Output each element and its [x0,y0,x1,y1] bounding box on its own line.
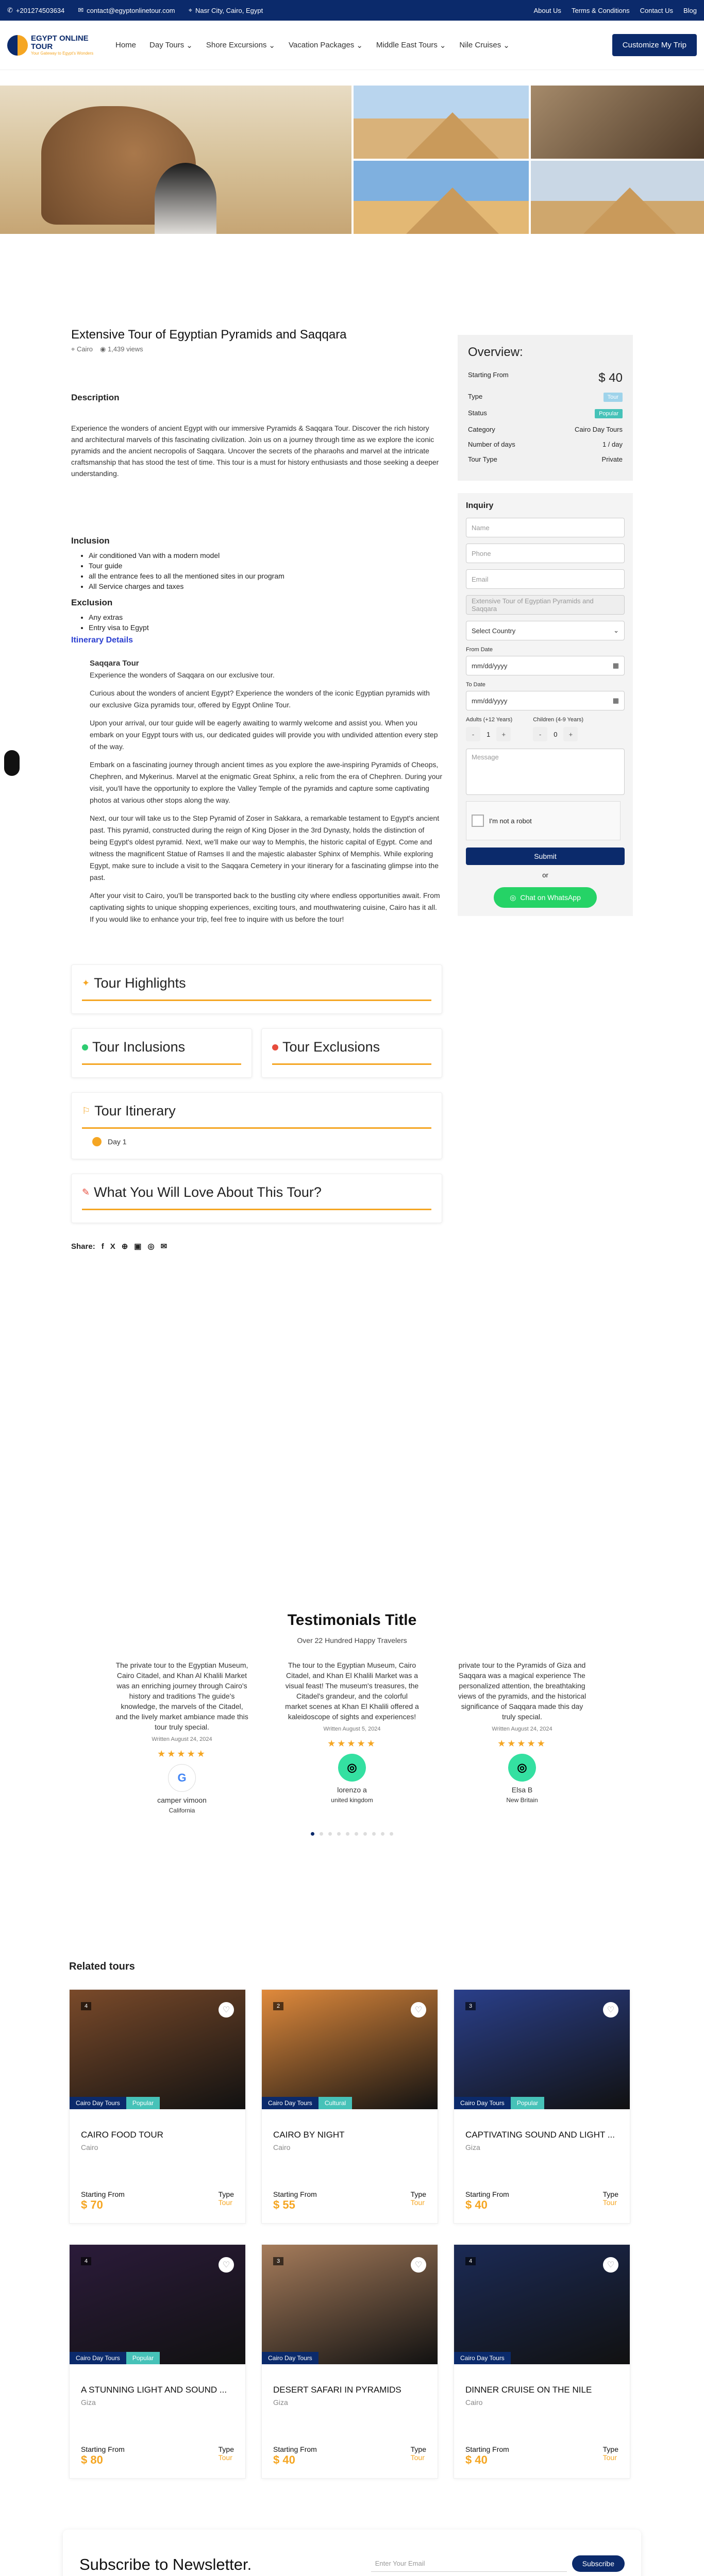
tour-card[interactable] [454,2244,630,2479]
tripadvisor-icon: ◎ [508,1754,536,1782]
x-twitter-icon[interactable]: X [110,1242,115,1251]
review-date: Written August 5, 2024 [323,1726,381,1732]
topbar-about[interactable]: About Us [533,6,561,14]
testimonials-title: Testimonials Title [287,1612,417,1629]
list-item: • Tour guide [89,561,442,571]
topbar-address: ⌖ Nasr City, Cairo, Egypt [188,6,263,14]
photo-count-badge: 4 [81,2002,91,2010]
ov-value: Cairo Day Tours [575,426,623,433]
related-title: Related tours [69,1961,135,1972]
logo-tagline: Your Gateway to Egypt's Wonders [31,51,94,56]
tour-card-image[interactable] [70,2245,245,2364]
phone-input[interactable]: Phone [466,544,625,563]
children-label: Children (4-9 Years) [533,717,584,723]
pagination-dot[interactable] [390,1832,393,1836]
review-date: Written August 24, 2024 [152,1736,212,1742]
select-value: Select Country [472,626,516,635]
itin-para: After your visit to Cairo, you'll be transported back to the bustling city where endless opportunities await. From captivating sights to unique shopping experiences, exciting tours, and mouthwatering cuisine, Cairo has it all. If you would like to enhance your trip, feel free to inquire with us before the tour! [90,891,440,923]
tour-card-image[interactable] [262,2245,438,2364]
tour-card-title[interactable]: CAIRO FOOD TOUR [81,2130,163,2140]
tour-card-price: $ 40 [465,2198,488,2211]
whatsapp-icon: ◎ [510,893,516,902]
menu-label: Vacation Packages [289,41,355,49]
topbar-phone[interactable]: ✆ +201274503634 [7,6,65,14]
category-tag: Cairo Day Tours [70,2352,126,2364]
wa-label: Chat on WhatsApp [520,893,581,902]
testimonials-subtitle: Over 22 Hundred Happy Travelers [297,1636,407,1645]
description-heading: Description [71,393,120,402]
message-input[interactable]: Message [466,749,625,795]
minus-button[interactable]: - [466,727,480,741]
overview-row [468,371,623,385]
topbar-contact[interactable]: Contact Us [640,6,673,14]
pagination-dot[interactable] [372,1832,376,1836]
newsletter-title: Subscribe to Newsletter. [79,2555,252,2573]
inclusion-heading: Inclusion [71,536,110,546]
itinerary-text [90,657,442,925]
review-text: The tour to the Egyptian Museum, Cairo Citadel, and Khan El Khalili Market was a visual feast! The museum's treasures, the Citadel's grandeur, and the colorful market scenes at Khan El Khalili offered a kaleidoscope of sights and experiences! [285,1661,419,1721]
whatsapp-chat-button[interactable] [494,887,597,908]
type-badge: Tour [604,393,623,402]
phone-text: +201274503634 [15,6,65,14]
tour-card-location: Cairo [465,2398,483,2406]
chevron-down-icon: ⌄ [439,41,446,50]
day-label: Day 1 [108,1138,127,1146]
to-date-input[interactable] [466,691,625,710]
menu-home[interactable]: Home [115,41,137,49]
calendar-icon: ▦ [612,697,619,704]
menu-label: Middle East Tours [376,41,438,49]
logo-text: EGYPT ONLINE [31,34,89,43]
overview-row [468,409,623,418]
tour-card-image[interactable] [454,2245,630,2364]
gallery-photo[interactable] [531,86,704,159]
share-label: Share: [71,1242,95,1251]
topbar [0,0,704,21]
star-rating: ★★★★★ [327,1738,377,1749]
inclusions-card[interactable] [71,1028,252,1078]
photo-count-badge: 4 [81,2257,91,2265]
photo-count-badge: 3 [465,2002,476,2010]
overview-row [468,440,623,448]
check-icon [82,1044,88,1050]
address-text: Nasr City, Cairo, Egypt [195,6,263,14]
review-text: private tour to the Pyramids of Giza and Saqqara was a magical experience The personalized attention, the breathtaking views of the pyramids, and the historical significance of Saqqara made this day truly special. [458,1661,586,1721]
starting-label: Starting From [273,2445,317,2453]
tour-name-input: Extensive Tour of Egyptian Pyramids and Saqqara [466,595,625,615]
tour-card-type: Tour [602,2198,617,2207]
starting-label: Starting From [81,2190,125,2198]
itin-para: Next, our tour will take us to the Step Pyramid of Zoser in Sakkara, a remarkable testament to Egypt's ancient past. This pyramid, constructed during the reign of King Djoser in the 3rd Dynasty, holds the distinction of being Egypt's oldest pyramid. Next, we'll make our way to Memphis, the historic capital of Egypt. Come and witness the magnificent Statue of Ramses II and the majestic alabaster Sphinx of Memphis. While exploring Egypt, make sure to include a visit to the Saqqara Cemetery in your itinerary for a fascinating glimpse into the past. [90,814,440,882]
status-tag: Popular [126,2352,160,2364]
ov-key: Number of days [468,440,515,448]
exclusions-card[interactable] [261,1028,442,1078]
from-date-input[interactable] [466,656,625,675]
customize-trip-button[interactable]: Customize My Trip [612,34,697,56]
tour-card-title[interactable]: DINNER CRUISE ON THE NILE [465,2385,592,2395]
reviewer-location: united kingdom [331,1797,373,1804]
category-tag: Cairo Day Tours [454,2352,511,2364]
testimonials-section [0,1612,704,1836]
type-label: Type [218,2190,234,2198]
topbar-blog[interactable]: Blog [683,6,697,14]
overview-title: Overview: [468,345,523,359]
date-placeholder: mm/dd/yyyy [472,697,508,705]
ov-key: Starting From [468,371,509,379]
ov-value: 1 / day [602,440,623,448]
topbar-email[interactable]: ✉ contact@egyptonlinetour.com [78,6,175,14]
menu-vacation-packages[interactable] [289,41,363,50]
star-rating: ★★★★★ [157,1749,207,1759]
type-label: Type [218,2445,234,2453]
tour-views: 1,439 views [107,345,143,353]
itin-para: Experience the wonders of Saqqara on our exclusive tour. [90,671,275,679]
tour-card-title[interactable]: A STUNNING LIGHT AND SOUND ... [81,2385,227,2395]
email-icon[interactable]: ✉ [160,1242,167,1251]
tour-card-type: Tour [410,2453,425,2462]
sidebar [458,335,633,916]
menu-nile-cruises[interactable] [459,41,509,50]
reviewer-name: lorenzo a [337,1786,367,1794]
type-label: Type [602,2190,618,2198]
recaptcha[interactable] [466,801,621,840]
category-tag: Cairo Day Tours [70,2097,126,2109]
chevron-down-icon: ⌄ [613,626,619,634]
tour-card-image[interactable] [262,1990,438,2109]
itinerary-card[interactable] [71,1092,442,1159]
ov-key: Tour Type [468,455,497,463]
pinterest-icon[interactable]: ⊕ [121,1242,128,1251]
pagination-dot[interactable] [328,1832,332,1836]
adults-stepper [466,727,512,741]
menu-label: Shore Excursions [206,41,267,49]
photo-count-badge: 3 [273,2257,283,2265]
list-item: • Entry visa to Egypt [89,622,442,633]
location-pin-icon: ⌖ Cairo [71,345,93,353]
list-item: • Air conditioned Van with a modern model [89,550,442,561]
newsletter-email-input[interactable]: Enter Your Email [371,2555,567,2572]
category-tag: Cairo Day Tours [262,2097,319,2109]
list-item: • Any extras [89,612,442,622]
tour-card[interactable] [454,1989,630,2224]
overview-box [458,335,633,481]
linkedin-icon[interactable]: ▣ [134,1242,142,1251]
tour-card[interactable] [69,1989,246,2224]
exclusion-heading: Exclusion [71,598,113,607]
eye-icon: ◉ 1,439 views [100,345,143,353]
inclusion-list [89,550,442,591]
pagination-dot[interactable] [320,1832,323,1836]
route-icon: ⚐ [82,1106,91,1116]
type-label: Type [602,2445,618,2453]
itin-para: Upon your arrival, our tour guide will be eagerly awaiting to warmly welcome and assist you. When you embark on your Egypt tours with us, our dedicated guides will provide you with undivided attention every step of the way. [90,719,438,751]
site-logo[interactable] [7,35,100,56]
starting-label: Starting From [81,2445,125,2453]
date-placeholder: mm/dd/yyyy [472,662,508,670]
overview-row [468,455,623,463]
itin-para: Embark on a fascinating journey through ancient times as you explore the awe-inspiring Pyramids of Cheops, Chephren, and Mykerinus. Marvel at the enigmatic Great Sphinx, a relic from the era of Chephren. During your visit, you'll have the opportunity to explore the Valley Temple of the pyramids and capture some captivating photos at various other stops along the way. [90,760,442,804]
tour-card-type: Tour [218,2453,232,2462]
tour-card-location: Cairo [273,2143,291,2151]
ov-key: Status [468,409,487,417]
whatsapp-icon[interactable]: ◎ [147,1242,155,1251]
x-icon [272,1044,278,1050]
card-title: Tour Inclusions [92,1039,186,1055]
inquiry-form [458,493,633,916]
pagination-dot[interactable] [337,1832,341,1836]
gallery-photo[interactable] [354,161,529,234]
logo-text2: TOUR [31,42,53,51]
tour-card-title[interactable]: CAPTIVATING SOUND AND LIGHT ... [465,2130,615,2140]
minus-button[interactable]: - [533,727,547,741]
tour-card[interactable] [261,1989,438,2224]
review-text: The private tour to the Egyptian Museum, Cairo Citadel, and Khan Al Khalili Market was an enriching journey through Cairo's history and traditions The guide's knowledge, the marvels of the Citadel, and the lively market ambiance made this tour truly special. [115,1661,248,1731]
overview-row [468,426,623,433]
heart-icon[interactable]: ♡ [219,2257,234,2273]
tour-card-price: $ 80 [81,2453,103,2466]
theme-toggle[interactable] [4,750,20,776]
card-title: What You Will Love About This Tour? [94,1184,322,1200]
ov-value: Private [601,455,623,463]
email-input[interactable]: Email [466,569,625,589]
children-value: 0 [554,730,558,738]
review-card [285,1660,419,1816]
tour-card-image[interactable] [70,1990,245,2109]
or-text: or [542,871,548,879]
menu-shore-excursions[interactable] [206,41,275,50]
photo-count-badge: 2 [273,2002,283,2010]
children-stepper [533,727,583,741]
list-item: • All Service charges and taxes [89,581,442,591]
status-tag: Popular [511,2097,544,2109]
day-icon [92,1137,102,1146]
share-bar [71,1242,442,1251]
starting-label: Starting From [465,2445,509,2453]
tour-card-type: Tour [602,2453,617,2462]
star-rating: ★★★★★ [497,1738,547,1749]
tour-title: Extensive Tour of Egyptian Pyramids and Saqqara [71,328,347,342]
tour-card-price: $ 70 [81,2198,103,2211]
photo-count-badge: 4 [465,2257,476,2265]
ov-price: $ 40 [598,371,623,385]
carousel-pagination [0,1832,704,1836]
related-tours [69,1961,636,2479]
reviewer-name: Elsa B [511,1786,533,1794]
plus-button[interactable]: + [496,727,511,741]
plus-button[interactable]: + [563,727,578,741]
category-tag: Cairo Day Tours [262,2352,319,2364]
itin-title: Saqqara Tour [90,659,139,668]
recaptcha-label: I'm not a robot [489,817,532,825]
menu-day-tours[interactable] [149,41,193,50]
tour-content [71,234,442,1251]
heart-icon[interactable]: ♡ [603,2002,618,2018]
tour-card-title[interactable]: DESERT SAFARI IN PYRAMIDS [273,2385,401,2395]
type-label: Type [410,2445,426,2453]
card-title: Tour Itinerary [94,1103,176,1118]
exclusion-list [89,612,442,633]
card-title: Tour Highlights [94,975,186,991]
menu-label: Nile Cruises [459,41,501,49]
type-label: Type [410,2190,426,2198]
logo-mark [7,35,28,56]
itinerary-details-link[interactable]: Itinerary Details [71,636,133,645]
recaptcha-checkbox[interactable] [472,815,484,827]
reviewer-location: New Britain [506,1797,538,1804]
menu-label: Day Tours [149,41,185,49]
tripadvisor-icon: ◎ [338,1754,366,1782]
tour-card-price: $ 40 [465,2453,488,2466]
submit-button[interactable]: Submit [466,848,625,865]
wand-icon: ✎ [82,1187,90,1197]
tour-card-location: Giza [81,2398,96,2406]
newsletter-box [63,2530,641,2576]
list-item: • all the entrance fees to all the mentioned sites in our program [89,571,442,581]
status-badge: Popular [595,409,623,418]
pagination-dot[interactable] [355,1832,358,1836]
facebook-icon[interactable]: f [101,1242,104,1251]
adults-label: Adults (+12 Years) [466,717,513,723]
country-select[interactable] [466,621,625,640]
adults-value: 1 [487,730,491,738]
guests-row [466,717,625,749]
subscribe-button[interactable]: Subscribe [572,2555,625,2572]
review-card [455,1660,589,1816]
ov-key: Type [468,393,483,400]
tour-card[interactable] [69,2244,246,2479]
card-title: Tour Exclusions [282,1039,380,1055]
category-tag: Cairo Day Tours [454,2097,511,2109]
pagination-dot[interactable] [363,1832,367,1836]
review-card [115,1660,249,1816]
pagination-dot[interactable] [381,1832,384,1836]
chevron-down-icon: ⌄ [356,41,363,50]
email-text: contact@egyptonlinetour.com [87,6,175,14]
love-card[interactable] [71,1174,442,1223]
heart-icon[interactable]: ♡ [411,2257,426,2273]
overview-row [468,393,623,402]
review-date: Written August 24, 2024 [492,1726,552,1732]
ov-key: Category [468,426,495,433]
pagination-dot[interactable] [311,1832,314,1836]
tour-location: Cairo [76,345,93,353]
tour-card[interactable] [261,2244,438,2479]
itin-para: Curious about the wonders of ancient Egypt? Experience the wonders of the iconic Egyptian pyramids with our exclusive Giza pyramids tour, offered by Egypt Online Tour. [90,689,430,709]
people-shape [155,163,216,234]
starting-label: Starting From [465,2190,509,2198]
tour-card-image[interactable] [454,1990,630,2109]
tour-card-type: Tour [218,2198,232,2207]
heart-icon[interactable]: ♡ [603,2257,618,2273]
tour-card-location: Giza [465,2143,480,2151]
tour-card-location: Cairo [81,2143,98,2151]
description-text: Experience the wonders of ancient Egypt with our immersive Pyramids & Saqqara Tour. Discover the rich history and architectural marvels of this fascinating civilization. Join us on a journey through time as we explore the iconic pyramids and the ancient necropolis of Saqqara. Uncover the secrets of the pharaohs and marvel at the intricate craftsmanship that has stood the test of time. This tour is a must for history enthusiasts and those seeking a deeper understanding. [71,424,439,478]
tour-card-type: Tour [410,2198,425,2207]
from-date-label: From Date [466,647,493,653]
star-icon: ✦ [82,978,90,988]
tour-card-price: $ 55 [273,2198,295,2211]
heart-icon[interactable]: ♡ [411,2002,426,2018]
chevron-down-icon: ⌄ [503,41,510,50]
main-nav [0,21,704,70]
reviewer-name: camper vimoon [157,1796,207,1804]
tour-card-title[interactable]: CAIRO BY NIGHT [273,2130,345,2140]
inquiry-title: Inquiry [466,501,494,510]
photo-gallery [0,86,704,234]
menu-middle-east[interactable] [376,41,446,50]
to-date-label: To Date [466,682,485,688]
heart-icon[interactable]: ♡ [219,2002,234,2018]
highlights-card[interactable] [71,964,442,1014]
status-tag: Popular [126,2097,160,2109]
google-icon: G [168,1764,196,1792]
topbar-terms[interactable]: Terms & Conditions [571,6,630,14]
pagination-dot[interactable] [346,1832,349,1836]
day-1-item[interactable] [82,1137,431,1146]
starting-label: Starting From [273,2190,317,2198]
calendar-icon: ▦ [612,662,619,669]
gallery-photo[interactable] [354,86,529,159]
reviewer-location: California [169,1807,195,1814]
chevron-down-icon: ⌄ [269,41,275,50]
tour-card-price: $ 40 [273,2453,295,2466]
tour-card-location: Giza [273,2398,288,2406]
gallery-photo[interactable] [531,161,704,234]
name-input[interactable]: Name [466,518,625,537]
chevron-down-icon: ⌄ [186,41,193,50]
status-tag: Cultural [319,2097,352,2109]
gallery-main-photo[interactable] [0,86,351,234]
